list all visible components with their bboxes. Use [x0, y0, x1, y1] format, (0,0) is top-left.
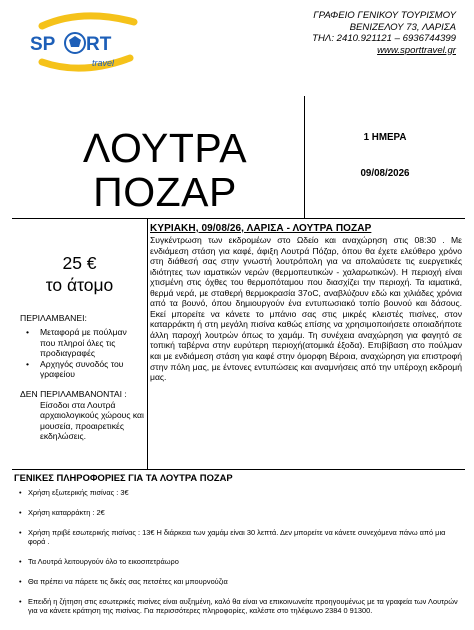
trip-duration: 1 ΗΜΕΡΑ	[363, 132, 407, 143]
list-item: • Τα Λουτρά λειτουργούν όλο το εικοσιτετράωρο	[14, 557, 460, 566]
excluded-header: ΔΕΝ ΠΕΡΙΛΑΜΒΑΝΟΝΤΑΙ :	[20, 389, 127, 400]
list-item: • Μεταφορά με πούλμαν που πληροί όλες τις προδιαγραφές	[20, 327, 144, 358]
list-item: • Χρήση καταρράκτη : 2€	[14, 508, 460, 517]
agency-phone: ΤΗΛ: 2410.921121 – 6936744399	[312, 33, 456, 44]
included-header: ΠΕΡΙΛΑΜΒΑΝΕΙ:	[20, 313, 87, 323]
price-per: το άτομο	[45, 275, 114, 295]
title-line-2: ΠΟΖΑΡ	[93, 169, 237, 215]
general-info-title: ΓΕΝΙΚΕΣ ΠΛΗΡΟΦΟΡΙΕΣ ΓΙΑ ΤΑ ΛΟΥΤΡΑ ΠΟΖΑΡ	[14, 472, 233, 483]
itinerary-heading: ΚΥΡΙΑΚΗ, 09/08/26, ΛΑΡΙΣΑ - ΛΟΥΤΡΑ ΠΟΖΑΡ	[150, 223, 372, 234]
excluded-text: Είσοδοι στα Λουτρά αρχαιολογικούς χώρους και μουσεία, προαιρετικές εκδηλώσεις.	[40, 399, 144, 442]
trip-title	[40, 126, 290, 214]
list-item: • Χρήση πριβέ εσωτερικής πισίνας : 13€ Η διάρκεια των χαμάμ είναι 30 λεπτά. Δεν μπορείτε να κάνετε συνεχόμενα πάνω από μια φορά .	[14, 528, 460, 547]
trip-date: 09/08/2026	[360, 168, 410, 179]
svg-text:travel: travel	[92, 58, 115, 68]
price-box	[12, 252, 147, 296]
title-divider	[304, 96, 305, 218]
agency-header	[246, 10, 456, 56]
inclusions-section	[20, 313, 144, 441]
logo-graphic	[22, 12, 142, 74]
agency-address: ΒΕΝΙΖΕΛΟΥ 73, ΛΑΡΙΣΑ	[349, 21, 456, 33]
sport-travel-logo	[22, 12, 142, 74]
content-bottom-rule	[12, 469, 465, 470]
list-item: • Χρήση εξωτερικής πισίνας : 3€	[14, 488, 460, 497]
title-line-1: ΛΟΥΤΡΑ	[82, 125, 248, 171]
content-top-rule	[12, 218, 465, 219]
itinerary-section	[150, 223, 462, 383]
content-column-divider	[147, 218, 148, 470]
general-info-list	[14, 488, 460, 626]
included-list	[20, 327, 144, 379]
list-item: • Επειδή η ζήτηση στις εσωτερικές πισίνες είναι αυξημένη, καλό θα είναι να επικοινωνείτε προηγουμένως με τα γραφεία των Λουτρών για να κάνετε κράτηση της πισίνας. Για περισσότερες πληροφορίες, καλέστε στο τηλέφωνο 2384 0 91300.	[14, 597, 460, 616]
agency-name: ΓΡΑΦΕΙΟ ΓΕΝΙΚΟΥ ΤΟΥΡΙΣΜΟΥ	[313, 10, 456, 21]
price-amount: 25 €	[62, 253, 97, 273]
svg-text:RT: RT	[86, 34, 112, 55]
svg-text:SP: SP	[30, 34, 56, 55]
list-item: • Αρχηγός συνοδός του γραφείου	[20, 359, 144, 380]
itinerary-text: Συγκέντρωση των εκδρομέων στο Ωδείο και αναχώρηση στις 08:30 . Με ενδιάμεση στάση για καφέ, άφιξη Λουτρά Πόζαρ, όπου θα έχετε ελεύθερο χρόνο στη διάθεσή σας στην γνωστή λουτρόπολη για να απολαύσετε τις ευεργετικές ιδιότητες των ιαματικών νερών (θερμοπευτικών - χαλαρωτικών). Η περιοχή είναι χτισμένη στις όχθες του θερμοπόταμου που διασχίζει την περιοχή. Τα ιαματικά, θερμά νερά, με σταθερή θερμοκρασία 37oC, αναβλύζουν εδώ και χιλιάδες χρόνια από τα βουνό, όπου δημιουργούν ένα εντυπωσιακό τοπίο βουνού και δάσους. Εκεί μπορείτε να κάνετε το μπάνιο σας στις μικρές κλειστές πισίνες, στον καταρράκτη ή στη μεγάλη πισίνα καθώς επίσης να χρησιμοποιήσετε οποιαδήποτε άλλη παροχή λουτρών όπως το χαμάμ. Τη συνέχεια αναχώρηση για φαγητό σε τοπική ταβέρνα στην ευρύτερη περιοχή(ατομικά έξοδα). Επιβίβαση στο πούλμαν και με ενδιάμεση στάση για καφέ στην όμορφη Βέροια, αναχώρηση για επιστροφή στην πόλη μας, με έντονες εντυπώσεις και αναμνήσεις από την υπέροχη εκδρομή μας.	[150, 235, 462, 383]
agency-website-link[interactable]: www.sporttravel.gr	[377, 44, 456, 56]
list-item: • Θα πρέπει να πάρετε τις δικές σας πετσέτες και μπουρνούζια	[14, 577, 460, 586]
